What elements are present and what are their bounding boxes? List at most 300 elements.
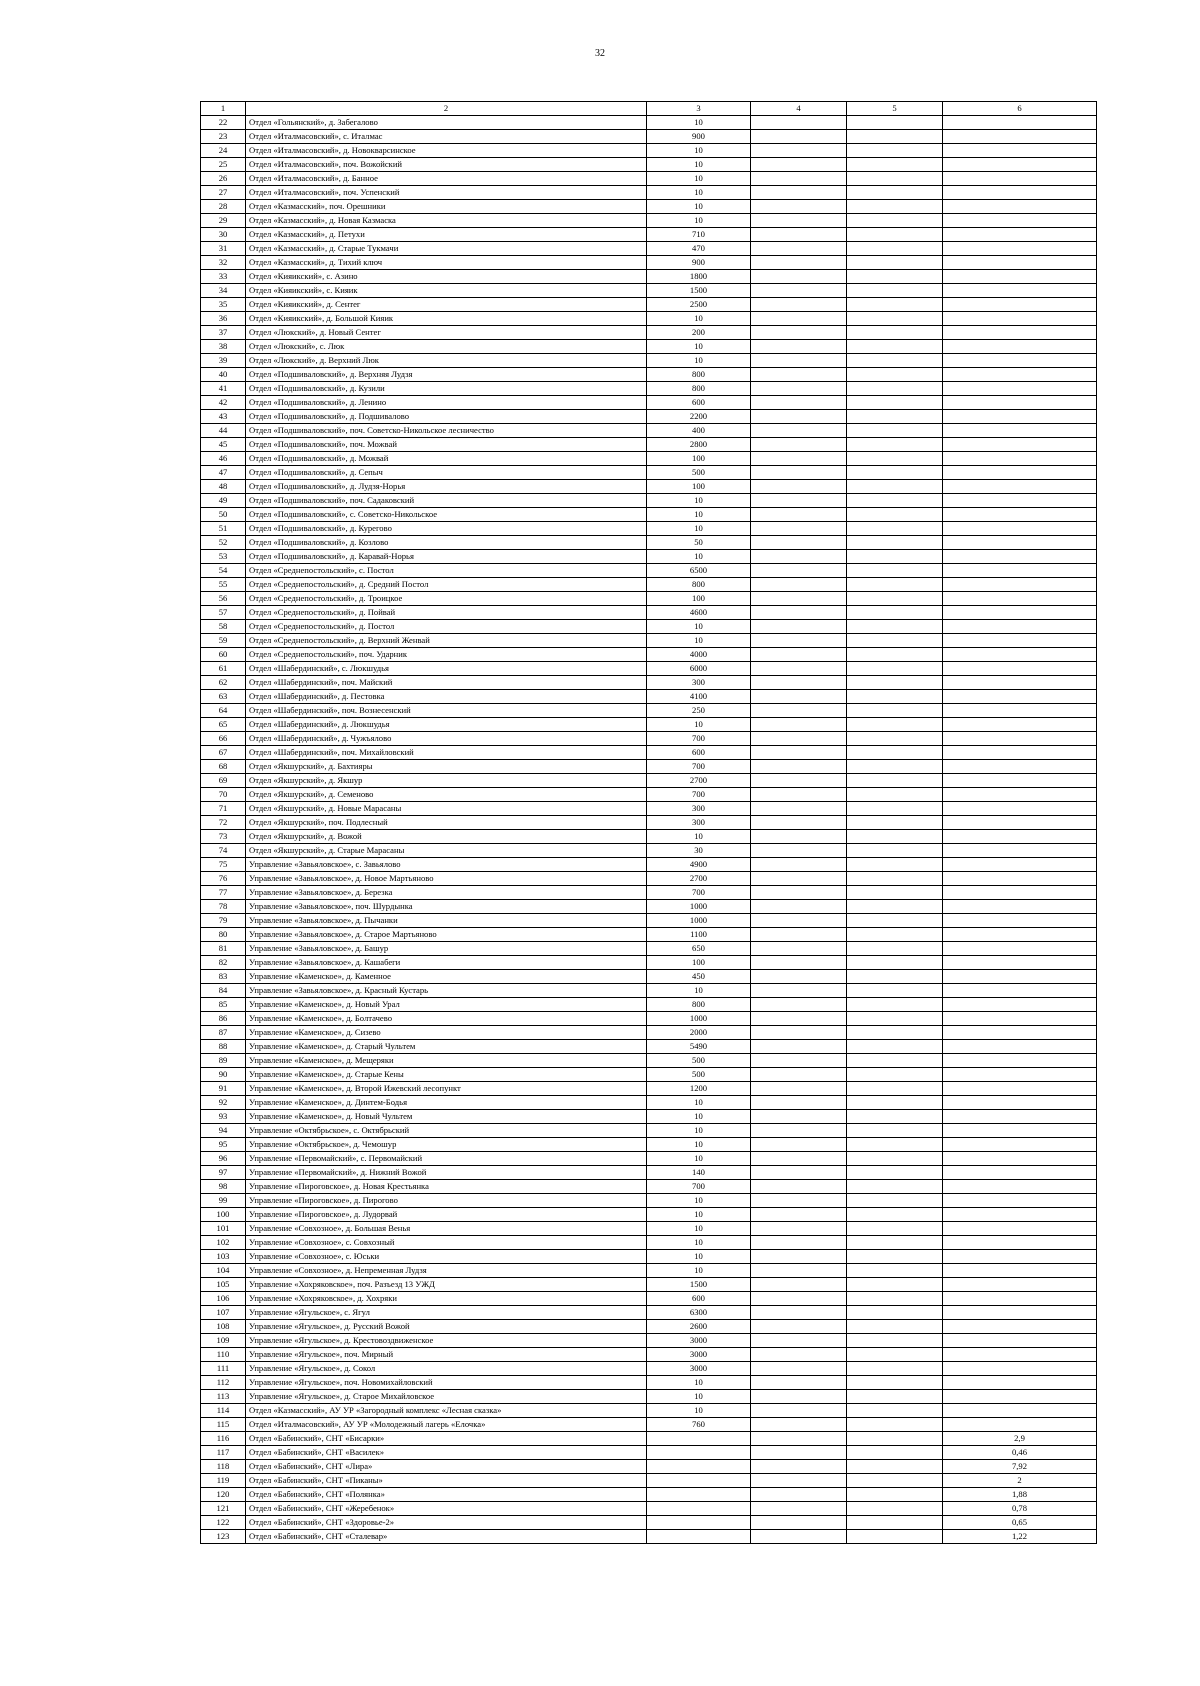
value-col4-cell: [751, 1152, 847, 1166]
row-number-cell: 30: [201, 228, 246, 242]
value-col4-cell: [751, 536, 847, 550]
row-number-cell: 57: [201, 606, 246, 620]
value-col5-cell: [847, 1460, 943, 1474]
value-col4-cell: [751, 1264, 847, 1278]
value-col5-cell: [847, 648, 943, 662]
value-col6-cell: [943, 1418, 1097, 1432]
value-col5-cell: [847, 1516, 943, 1530]
value-col5-cell: [847, 368, 943, 382]
value-col3-cell: 10: [647, 1208, 751, 1222]
value-col6-cell: [943, 774, 1097, 788]
value-col3-cell: 10: [647, 718, 751, 732]
value-col5-cell: [847, 1348, 943, 1362]
value-col3-cell: 700: [647, 760, 751, 774]
value-col6-cell: [943, 1208, 1097, 1222]
location-cell: Управление «Каменское», д. Мещеряки: [246, 1054, 647, 1068]
value-col4-cell: [751, 256, 847, 270]
row-number-cell: 65: [201, 718, 246, 732]
row-number-cell: 100: [201, 1208, 246, 1222]
table-row: [201, 1278, 1097, 1292]
value-col3-cell: 10: [647, 200, 751, 214]
table-row: [201, 1474, 1097, 1488]
value-col5-cell: [847, 1040, 943, 1054]
table-row: [201, 494, 1097, 508]
value-col3-cell: 10: [647, 984, 751, 998]
table-row: [201, 970, 1097, 984]
value-col6-cell: [943, 144, 1097, 158]
table-row: [201, 116, 1097, 130]
value-col5-cell: [847, 200, 943, 214]
row-number-cell: 32: [201, 256, 246, 270]
table-row: [201, 1026, 1097, 1040]
value-col4-cell: [751, 340, 847, 354]
value-col4-cell: [751, 298, 847, 312]
column-header: 3: [647, 102, 751, 116]
value-col4-cell: [751, 970, 847, 984]
value-col4-cell: [751, 1250, 847, 1264]
table-row: [201, 508, 1097, 522]
value-col6-cell: [943, 1180, 1097, 1194]
location-cell: Управление «Октябрьское», с. Октябрьский: [246, 1124, 647, 1138]
table-row: [201, 1292, 1097, 1306]
row-number-cell: 71: [201, 802, 246, 816]
value-col3-cell: [647, 1460, 751, 1474]
location-cell: Отдел «Люкский», д. Новый Сентег: [246, 326, 647, 340]
value-col3-cell: 3000: [647, 1334, 751, 1348]
row-number-cell: 88: [201, 1040, 246, 1054]
location-cell: Управление «Ягульское», с. Ягул: [246, 1306, 647, 1320]
value-col3-cell: 10: [647, 508, 751, 522]
table-row: [201, 326, 1097, 340]
row-number-cell: 43: [201, 410, 246, 424]
value-col4-cell: [751, 410, 847, 424]
row-number-cell: 68: [201, 760, 246, 774]
value-col3-cell: 1800: [647, 270, 751, 284]
table-row: [201, 844, 1097, 858]
value-col4-cell: [751, 816, 847, 830]
value-col5-cell: [847, 438, 943, 452]
value-col3-cell: 10: [647, 1236, 751, 1250]
value-col5-cell: [847, 186, 943, 200]
row-number-cell: 37: [201, 326, 246, 340]
value-col6-cell: [943, 1278, 1097, 1292]
value-col5-cell: [847, 1082, 943, 1096]
value-col5-cell: [847, 452, 943, 466]
value-col5-cell: [847, 144, 943, 158]
table-row: [201, 172, 1097, 186]
location-cell: Отдел «Казмасский», д. Старые Тукмачи: [246, 242, 647, 256]
value-col4-cell: [751, 368, 847, 382]
value-col6-cell: [943, 1376, 1097, 1390]
row-number-cell: 42: [201, 396, 246, 410]
value-col6-cell: [943, 1082, 1097, 1096]
value-col5-cell: [847, 1208, 943, 1222]
location-cell: Управление «Первомайский», с. Первомайский: [246, 1152, 647, 1166]
value-col4-cell: [751, 914, 847, 928]
value-col4-cell: [751, 1432, 847, 1446]
value-col5-cell: [847, 956, 943, 970]
table-row: [201, 816, 1097, 830]
value-col4-cell: [751, 1474, 847, 1488]
value-col6-cell: [943, 1334, 1097, 1348]
value-col4-cell: [751, 746, 847, 760]
value-col6-cell: [943, 1348, 1097, 1362]
row-number-cell: 69: [201, 774, 246, 788]
value-col4-cell: [751, 1404, 847, 1418]
value-col6-cell: [943, 564, 1097, 578]
value-col4-cell: [751, 312, 847, 326]
value-col3-cell: 4900: [647, 858, 751, 872]
value-col5-cell: [847, 760, 943, 774]
value-col3-cell: 10: [647, 1250, 751, 1264]
value-col5-cell: [847, 620, 943, 634]
location-cell: Управление «Завьяловское», д. Кашабеги: [246, 956, 647, 970]
value-col6-cell: [943, 228, 1097, 242]
value-col6-cell: [943, 844, 1097, 858]
location-cell: Отдел «Италмасовский», д. Новокварсинское: [246, 144, 647, 158]
row-number-cell: 118: [201, 1460, 246, 1474]
location-cell: Управление «Ягульское», поч. Новомихайловский: [246, 1376, 647, 1390]
table-row: [201, 1082, 1097, 1096]
row-number-cell: 112: [201, 1376, 246, 1390]
location-cell: Управление «Каменское», д. Динтем-Бодья: [246, 1096, 647, 1110]
location-cell: Отдел «Люкский», д. Верхний Люк: [246, 354, 647, 368]
table-row: [201, 242, 1097, 256]
value-col5-cell: [847, 718, 943, 732]
row-number-cell: 122: [201, 1516, 246, 1530]
location-cell: Управление «Завьяловское», д. Пычанки: [246, 914, 647, 928]
row-number-cell: 102: [201, 1236, 246, 1250]
value-col5-cell: [847, 382, 943, 396]
value-col5-cell: [847, 1306, 943, 1320]
row-number-cell: 49: [201, 494, 246, 508]
value-col3-cell: 3000: [647, 1362, 751, 1376]
value-col6-cell: [943, 690, 1097, 704]
value-col5-cell: [847, 1068, 943, 1082]
row-number-cell: 117: [201, 1446, 246, 1460]
table-row: [201, 1222, 1097, 1236]
value-col4-cell: [751, 998, 847, 1012]
row-number-cell: 59: [201, 634, 246, 648]
value-col6-cell: [943, 1250, 1097, 1264]
row-number-cell: 67: [201, 746, 246, 760]
value-col6-cell: [943, 718, 1097, 732]
value-col3-cell: [647, 1446, 751, 1460]
location-cell: Отдел «Бабинский», СНТ «Лира»: [246, 1460, 647, 1474]
row-number-cell: 83: [201, 970, 246, 984]
location-cell: Отдел «Бабинский», СНТ «Здоровье-2»: [246, 1516, 647, 1530]
value-col5-cell: [847, 116, 943, 130]
table-row: [201, 522, 1097, 536]
value-col6-cell: [943, 1390, 1097, 1404]
location-cell: Отдел «Среднепостольский», д. Средний Постол: [246, 578, 647, 592]
row-number-cell: 95: [201, 1138, 246, 1152]
table-row: [201, 578, 1097, 592]
table-row: [201, 774, 1097, 788]
table-row: [201, 998, 1097, 1012]
table-row: [201, 1390, 1097, 1404]
table-row: [201, 620, 1097, 634]
row-number-cell: 51: [201, 522, 246, 536]
table-row: [201, 536, 1097, 550]
location-cell: Отдел «Среднепостольский», д. Постол: [246, 620, 647, 634]
location-cell: Управление «Совхозное», д. Непременная Лудзя: [246, 1264, 647, 1278]
value-col4-cell: [751, 1488, 847, 1502]
value-col6-cell: [943, 298, 1097, 312]
value-col5-cell: [847, 494, 943, 508]
value-col3-cell: 10: [647, 354, 751, 368]
value-col4-cell: [751, 1418, 847, 1432]
location-cell: Отдел «Кияикский», с. Азино: [246, 270, 647, 284]
value-col5-cell: [847, 592, 943, 606]
table-row: [201, 1250, 1097, 1264]
table-row: [201, 1068, 1097, 1082]
value-col4-cell: [751, 186, 847, 200]
location-cell: Управление «Каменское», д. Старый Чультем: [246, 1040, 647, 1054]
value-col3-cell: 450: [647, 970, 751, 984]
value-col4-cell: [751, 270, 847, 284]
value-col5-cell: [847, 984, 943, 998]
value-col4-cell: [751, 1320, 847, 1334]
value-col6-cell: [943, 242, 1097, 256]
value-col4-cell: [751, 844, 847, 858]
value-col5-cell: [847, 1236, 943, 1250]
table-row: [201, 592, 1097, 606]
value-col4-cell: [751, 690, 847, 704]
value-col4-cell: [751, 438, 847, 452]
location-cell: Управление «Октябрьское», д. Чемошур: [246, 1138, 647, 1152]
location-cell: Отдел «Подшиваловский», поч. Садаковский: [246, 494, 647, 508]
value-col6-cell: 2: [943, 1474, 1097, 1488]
value-col5-cell: [847, 1292, 943, 1306]
value-col4-cell: [751, 354, 847, 368]
value-col4-cell: [751, 564, 847, 578]
row-number-cell: 60: [201, 648, 246, 662]
value-col3-cell: 10: [647, 494, 751, 508]
value-col3-cell: 700: [647, 886, 751, 900]
value-col5-cell: [847, 1404, 943, 1418]
value-col6-cell: [943, 1054, 1097, 1068]
location-cell: Отдел «Подшиваловский», д. Можвай: [246, 452, 647, 466]
value-col5-cell: [847, 914, 943, 928]
value-col4-cell: [751, 242, 847, 256]
location-cell: Отдел «Казмасский», поч. Орешники: [246, 200, 647, 214]
location-cell: Управление «Первомайский», д. Нижний Вожой: [246, 1166, 647, 1180]
page-number: 32: [595, 48, 605, 59]
table-row: [201, 564, 1097, 578]
value-col3-cell: 10: [647, 1390, 751, 1404]
value-col4-cell: [751, 1348, 847, 1362]
location-cell: Управление «Каменское», д. Сизево: [246, 1026, 647, 1040]
value-col4-cell: [751, 130, 847, 144]
value-col5-cell: [847, 312, 943, 326]
table-row: [201, 704, 1097, 718]
location-cell: Отдел «Подшиваловский», д. Козлово: [246, 536, 647, 550]
column-header: 6: [943, 102, 1097, 116]
value-col3-cell: 10: [647, 340, 751, 354]
row-number-cell: 66: [201, 732, 246, 746]
row-number-cell: 101: [201, 1222, 246, 1236]
location-cell: Отдел «Гольянский», д. Забегалово: [246, 116, 647, 130]
value-col6-cell: [943, 130, 1097, 144]
table-row: [201, 1152, 1097, 1166]
value-col3-cell: 250: [647, 704, 751, 718]
value-col5-cell: [847, 1054, 943, 1068]
value-col6-cell: [943, 788, 1097, 802]
value-col6-cell: [943, 1292, 1097, 1306]
location-cell: Отдел «Казмасский», д. Петухи: [246, 228, 647, 242]
value-col3-cell: 2700: [647, 872, 751, 886]
value-col3-cell: 600: [647, 1292, 751, 1306]
value-col5-cell: [847, 256, 943, 270]
value-col5-cell: [847, 550, 943, 564]
value-col6-cell: [943, 662, 1097, 676]
value-col5-cell: [847, 1096, 943, 1110]
value-col3-cell: 2600: [647, 1320, 751, 1334]
location-cell: Отдел «Шабердинский», с. Люкшудья: [246, 662, 647, 676]
row-number-cell: 35: [201, 298, 246, 312]
value-col6-cell: [943, 1194, 1097, 1208]
value-col6-cell: [943, 1320, 1097, 1334]
value-col3-cell: 500: [647, 466, 751, 480]
row-number-cell: 77: [201, 886, 246, 900]
value-col4-cell: [751, 1124, 847, 1138]
value-col5-cell: [847, 662, 943, 676]
location-cell: Управление «Пироговское», д. Новая Крестьянка: [246, 1180, 647, 1194]
value-col3-cell: 2000: [647, 1026, 751, 1040]
value-col6-cell: [943, 830, 1097, 844]
location-cell: Отдел «Якшурский», д. Якшур: [246, 774, 647, 788]
value-col6-cell: [943, 1236, 1097, 1250]
row-number-cell: 31: [201, 242, 246, 256]
value-col6-cell: [943, 1068, 1097, 1082]
value-col4-cell: [751, 662, 847, 676]
value-col6-cell: 1,22: [943, 1530, 1097, 1544]
value-col3-cell: 710: [647, 228, 751, 242]
value-col5-cell: [847, 704, 943, 718]
table-row: [201, 914, 1097, 928]
value-col5-cell: [847, 354, 943, 368]
table-row: [201, 1096, 1097, 1110]
value-col5-cell: [847, 326, 943, 340]
row-number-cell: 28: [201, 200, 246, 214]
table-row: [201, 1432, 1097, 1446]
value-col5-cell: [847, 1110, 943, 1124]
value-col6-cell: [943, 872, 1097, 886]
value-col6-cell: [943, 886, 1097, 900]
table-row: [201, 830, 1097, 844]
row-number-cell: 103: [201, 1250, 246, 1264]
table-row: [201, 732, 1097, 746]
value-col3-cell: 100: [647, 480, 751, 494]
location-cell: Отдел «Подшиваловский», с. Советско-Никольское: [246, 508, 647, 522]
value-col5-cell: [847, 242, 943, 256]
value-col6-cell: 1,88: [943, 1488, 1097, 1502]
value-col5-cell: [847, 732, 943, 746]
value-col4-cell: [751, 1292, 847, 1306]
value-col5-cell: [847, 508, 943, 522]
location-cell: Отдел «Бабинский», СНТ «Пиканы»: [246, 1474, 647, 1488]
row-number-cell: 62: [201, 676, 246, 690]
value-col3-cell: 10: [647, 620, 751, 634]
table-body: [201, 102, 1097, 1544]
value-col6-cell: [943, 270, 1097, 284]
table-row: [201, 1348, 1097, 1362]
value-col5-cell: [847, 270, 943, 284]
location-cell: Отдел «Кияикский», д. Сентег: [246, 298, 647, 312]
row-number-cell: 92: [201, 1096, 246, 1110]
value-col3-cell: 10: [647, 1194, 751, 1208]
table-row: [201, 662, 1097, 676]
row-number-cell: 22: [201, 116, 246, 130]
value-col4-cell: [751, 522, 847, 536]
location-cell: Отдел «Казмасский», д. Новая Казмаска: [246, 214, 647, 228]
location-cell: Отдел «Подшиваловский», д. Каравай-Норья: [246, 550, 647, 564]
location-cell: Управление «Завьяловское», д. Башур: [246, 942, 647, 956]
row-number-cell: 121: [201, 1502, 246, 1516]
table-row: [201, 718, 1097, 732]
table-row: [201, 1180, 1097, 1194]
value-col6-cell: [943, 1138, 1097, 1152]
row-number-cell: 76: [201, 872, 246, 886]
value-col5-cell: [847, 942, 943, 956]
location-cell: Отдел «Шабердинский», поч. Михайловский: [246, 746, 647, 760]
value-col6-cell: [943, 438, 1097, 452]
location-cell: Отдел «Шабердинский», д. Пестовка: [246, 690, 647, 704]
location-cell: Отдел «Италмасовский», д. Банное: [246, 172, 647, 186]
value-col3-cell: 300: [647, 802, 751, 816]
table-row: [201, 1040, 1097, 1054]
value-col6-cell: 0,46: [943, 1446, 1097, 1460]
value-col6-cell: [943, 312, 1097, 326]
value-col3-cell: 10: [647, 1124, 751, 1138]
value-col4-cell: [751, 1138, 847, 1152]
location-cell: Управление «Ягульское», поч. Мирный: [246, 1348, 647, 1362]
value-col3-cell: 100: [647, 592, 751, 606]
row-number-cell: 114: [201, 1404, 246, 1418]
row-number-cell: 87: [201, 1026, 246, 1040]
value-col5-cell: [847, 522, 943, 536]
value-col4-cell: [751, 1516, 847, 1530]
row-number-cell: 33: [201, 270, 246, 284]
value-col3-cell: 700: [647, 1180, 751, 1194]
row-number-cell: 63: [201, 690, 246, 704]
value-col5-cell: [847, 1320, 943, 1334]
row-number-cell: 24: [201, 144, 246, 158]
value-col3-cell: 700: [647, 732, 751, 746]
row-number-cell: 81: [201, 942, 246, 956]
value-col5-cell: [847, 830, 943, 844]
table-row: [201, 606, 1097, 620]
location-cell: Управление «Совхозное», с. Юськи: [246, 1250, 647, 1264]
location-cell: Управление «Совхозное», с. Совхозный: [246, 1236, 647, 1250]
column-header: 1: [201, 102, 246, 116]
value-col5-cell: [847, 1166, 943, 1180]
value-col3-cell: 2700: [647, 774, 751, 788]
value-col5-cell: [847, 606, 943, 620]
location-cell: Управление «Ягульское», д. Русский Вожой: [246, 1320, 647, 1334]
value-col3-cell: 100: [647, 956, 751, 970]
value-col5-cell: [847, 998, 943, 1012]
row-number-cell: 54: [201, 564, 246, 578]
location-cell: Отдел «Якшурский», д. Семеново: [246, 788, 647, 802]
row-number-cell: 53: [201, 550, 246, 564]
value-col3-cell: [647, 1516, 751, 1530]
column-header: 2: [246, 102, 647, 116]
table-row: [201, 340, 1097, 354]
location-cell: Управление «Ягульское», д. Старое Михайловское: [246, 1390, 647, 1404]
value-col6-cell: [943, 620, 1097, 634]
